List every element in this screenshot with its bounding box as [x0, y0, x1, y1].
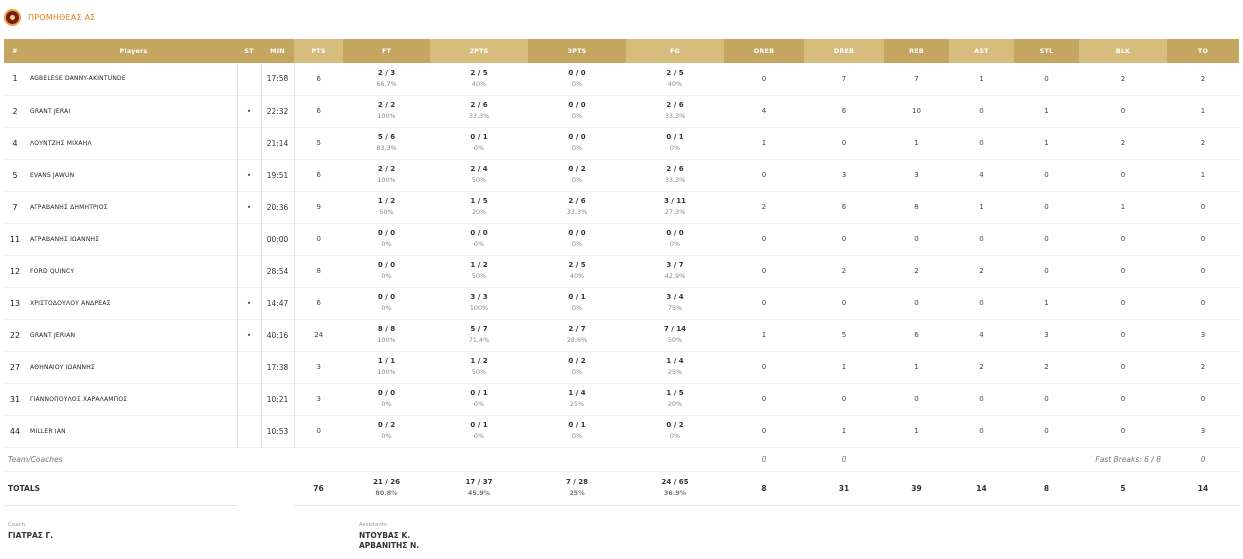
player-p2: 2 / 4 50% [430, 159, 528, 191]
player-oreb: 0 [724, 255, 804, 287]
player-pts: 6 [294, 287, 343, 319]
player-fg: 0 / 1 0% [626, 127, 724, 159]
player-pts: 0 [294, 223, 343, 255]
totals-to: 14 [1167, 471, 1239, 505]
totals-blk: 5 [1079, 471, 1167, 505]
player-minutes: 10:53 [261, 415, 294, 447]
player-reb: 1 [884, 351, 949, 383]
player-oreb: 1 [724, 127, 804, 159]
player-ft: 0 / 0 0% [343, 383, 430, 415]
player-to: 0 [1167, 191, 1239, 223]
totals-dreb: 31 [804, 471, 884, 505]
player-p3: 2 / 7 28,6% [528, 319, 626, 351]
player-stl: 0 [1014, 223, 1079, 255]
player-dreb: 2 [804, 255, 884, 287]
player-reb: 8 [884, 191, 949, 223]
player-minutes: 28:54 [261, 255, 294, 287]
player-name-link[interactable]: FORD QUINCY [26, 255, 237, 287]
player-to: 3 [1167, 415, 1239, 447]
player-fg: 7 / 14 50% [626, 319, 724, 351]
player-ast: 4 [949, 159, 1014, 191]
starter-marker: • [237, 159, 261, 191]
player-rows [4, 63, 1239, 447]
player-p2: 0 / 1 0% [430, 127, 528, 159]
player-blk: 1 [1079, 191, 1167, 223]
totals-pts: 76 [294, 471, 343, 505]
team-crest-icon [4, 9, 21, 26]
player-name-link[interactable]: MILLER IAN [26, 415, 237, 447]
col-header-stl: STL [1014, 39, 1079, 63]
starter-marker: • [237, 287, 261, 319]
player-p3: 1 / 4 25% [528, 383, 626, 415]
totals-fg: 24 / 65 36.9% [626, 471, 724, 505]
player-blk: 0 [1079, 319, 1167, 351]
player-p2: 2 / 6 33,3% [430, 95, 528, 127]
col-header-3pts: 3PTS [528, 39, 626, 63]
player-number: 1 [4, 63, 26, 95]
player-oreb: 0 [724, 63, 804, 95]
player-p3: 0 / 1 0% [528, 287, 626, 319]
player-reb: 2 [884, 255, 949, 287]
player-number: 12 [4, 255, 26, 287]
player-name-link[interactable]: ΧΡΙΣΤΟΔΟΥΛΟΥ ΑΝΔΡΕΑΣ [26, 287, 237, 319]
player-name-link[interactable]: ΓΙΑΝΝΟΠΟΥΛΟΣ ΧΑΡΑΛΑΜΠΟΣ [26, 383, 237, 415]
player-to: 0 [1167, 223, 1239, 255]
team-dreb: 0 [804, 447, 884, 471]
totals-stl: 8 [1014, 471, 1079, 505]
col-header-ft: FT [343, 39, 430, 63]
player-reb: 0 [884, 223, 949, 255]
player-name-link[interactable]: EVANS JAWUN [26, 159, 237, 191]
player-blk: 0 [1079, 287, 1167, 319]
player-number: 22 [4, 319, 26, 351]
player-number: 44 [4, 415, 26, 447]
player-pts: 5 [294, 127, 343, 159]
player-reb: 6 [884, 319, 949, 351]
player-blk: 2 [1079, 127, 1167, 159]
team-header [4, 8, 95, 26]
player-stl: 2 [1014, 351, 1079, 383]
player-oreb: 0 [724, 159, 804, 191]
player-p3: 0 / 0 0% [528, 127, 626, 159]
player-reb: 1 [884, 415, 949, 447]
player-fg: 3 / 4 75% [626, 287, 724, 319]
player-ast: 0 [949, 287, 1014, 319]
player-dreb: 5 [804, 319, 884, 351]
player-minutes: 19:51 [261, 159, 294, 191]
player-p3: 0 / 2 0% [528, 351, 626, 383]
player-minutes: 17:38 [261, 351, 294, 383]
player-dreb: 0 [804, 127, 884, 159]
col-header-players: Players [26, 39, 237, 63]
player-ast: 1 [949, 191, 1014, 223]
totals-oreb: 8 [724, 471, 804, 505]
player-stl: 0 [1014, 191, 1079, 223]
player-minutes: 17:58 [261, 63, 294, 95]
player-oreb: 0 [724, 287, 804, 319]
player-pts: 8 [294, 255, 343, 287]
coach-block [8, 521, 53, 541]
col-header-2pts: 2PTS [430, 39, 528, 63]
player-number: 13 [4, 287, 26, 319]
player-p3: 0 / 0 0% [528, 223, 626, 255]
player-to: 1 [1167, 159, 1239, 191]
starter-marker [237, 415, 261, 447]
col-header-fg: FG [626, 39, 724, 63]
starter-marker [237, 223, 261, 255]
col-header-dreb: DREB [804, 39, 884, 63]
player-dreb: 1 [804, 351, 884, 383]
player-name-link[interactable]: AGBELESE DANNY-AKINTUNDE [26, 63, 237, 95]
player-ft: 0 / 2 0% [343, 415, 430, 447]
player-number: 5 [4, 159, 26, 191]
player-p3: 0 / 0 0% [528, 63, 626, 95]
team-name[interactable]: ΠΡΟΜΗΘΕΑΣ ΑΣ [28, 12, 96, 22]
player-blk: 0 [1079, 159, 1167, 191]
player-number: 7 [4, 191, 26, 223]
player-pts: 0 [294, 415, 343, 447]
player-row[interactable] [4, 255, 1239, 287]
col-header-to: TO [1167, 39, 1239, 63]
player-dreb: 0 [804, 383, 884, 415]
player-ast: 0 [949, 95, 1014, 127]
player-ft: 2 / 2 100% [343, 159, 430, 191]
player-blk: 0 [1079, 255, 1167, 287]
player-to: 0 [1167, 287, 1239, 319]
player-p2: 2 / 5 40% [430, 63, 528, 95]
player-p3: 2 / 5 40% [528, 255, 626, 287]
player-ft: 0 / 0 0% [343, 223, 430, 255]
player-p2: 1 / 2 50% [430, 255, 528, 287]
player-ft: 0 / 0 0% [343, 255, 430, 287]
totals-3pts: 7 / 28 25% [528, 471, 626, 505]
fast-breaks: Fast Breaks: 6 / 8 [1014, 447, 1167, 471]
player-row[interactable] [4, 223, 1239, 255]
player-fg: 2 / 6 33,3% [626, 95, 724, 127]
totals-2pts: 17 / 37 45.9% [430, 471, 528, 505]
player-pts: 6 [294, 159, 343, 191]
totals-ast: 14 [949, 471, 1014, 505]
player-oreb: 0 [724, 383, 804, 415]
player-ft: 2 / 3 66,7% [343, 63, 430, 95]
team-coaches-label: Team/Coaches [4, 447, 294, 471]
player-number: 11 [4, 223, 26, 255]
player-fg: 1 / 5 20% [626, 383, 724, 415]
player-p2: 1 / 2 50% [430, 351, 528, 383]
player-number: 2 [4, 95, 26, 127]
player-dreb: 6 [804, 191, 884, 223]
player-oreb: 2 [724, 191, 804, 223]
player-ft: 1 / 1 100% [343, 351, 430, 383]
player-blk: 0 [1079, 383, 1167, 415]
player-row[interactable] [4, 191, 1239, 223]
coach-label: Coach [8, 522, 26, 528]
player-stl: 1 [1014, 127, 1079, 159]
totals-ft: 21 / 26 80.8% [343, 471, 430, 505]
col-header-ast: AST [949, 39, 1014, 63]
player-reb: 0 [884, 287, 949, 319]
totals-label: TOTALS [4, 471, 237, 505]
player-ast: 4 [949, 319, 1014, 351]
player-fg: 0 / 2 0% [626, 415, 724, 447]
player-to: 2 [1167, 63, 1239, 95]
player-blk: 0 [1079, 95, 1167, 127]
player-dreb: 0 [804, 287, 884, 319]
player-row[interactable] [4, 63, 1239, 95]
player-row[interactable] [4, 383, 1239, 415]
player-minutes: 20:36 [261, 191, 294, 223]
player-ast: 0 [949, 127, 1014, 159]
player-dreb: 1 [804, 415, 884, 447]
player-oreb: 4 [724, 95, 804, 127]
player-minutes: 10:21 [261, 383, 294, 415]
player-name-link[interactable]: ΛΟΥΝΤΖΗΣ ΜΙΧΑΗΛ [26, 127, 237, 159]
header-row [4, 39, 1239, 63]
col-header-st: ST [237, 39, 261, 63]
player-to: 0 [1167, 383, 1239, 415]
player-pts: 6 [294, 63, 343, 95]
player-row[interactable] [4, 415, 1239, 447]
player-ast: 0 [949, 383, 1014, 415]
assistant-name: ΝΤΟΥΒΑΣ Κ. [359, 531, 411, 540]
player-row[interactable] [4, 159, 1239, 191]
col-header-min: MIN [261, 39, 294, 63]
player-ft: 5 / 6 83,3% [343, 127, 430, 159]
player-reb: 7 [884, 63, 949, 95]
starter-marker [237, 255, 261, 287]
player-p2: 3 / 3 100% [430, 287, 528, 319]
player-p2: 0 / 1 0% [430, 415, 528, 447]
player-name-link[interactable]: ΑΘΗΝΑΙΟΥ ΙΩΑΝΝΗΣ [26, 351, 237, 383]
player-stl: 1 [1014, 287, 1079, 319]
starter-marker [237, 351, 261, 383]
player-reb: 1 [884, 127, 949, 159]
team-oreb: 0 [724, 447, 804, 471]
player-p3: 0 / 0 0% [528, 95, 626, 127]
player-fg: 1 / 4 25% [626, 351, 724, 383]
player-minutes: 40:16 [261, 319, 294, 351]
player-ft: 1 / 2 50% [343, 191, 430, 223]
player-ast: 1 [949, 63, 1014, 95]
player-stl: 0 [1014, 415, 1079, 447]
player-minutes: 00:00 [261, 223, 294, 255]
player-name-link[interactable]: GRANT JERIAN [26, 319, 237, 351]
player-blk: 0 [1079, 351, 1167, 383]
player-p3: 0 / 2 0% [528, 159, 626, 191]
totals-row [4, 471, 1239, 505]
player-oreb: 0 [724, 223, 804, 255]
player-number: 31 [4, 383, 26, 415]
player-name-link[interactable]: ΑΓΡΑΒΑΝΗΣ ΙΩΑΝΝΗΣ [26, 223, 237, 255]
player-pts: 3 [294, 383, 343, 415]
totals-reb: 39 [884, 471, 949, 505]
player-minutes: 21:14 [261, 127, 294, 159]
player-number: 27 [4, 351, 26, 383]
player-stl: 0 [1014, 255, 1079, 287]
starter-marker: • [237, 319, 261, 351]
col-header-number: # [4, 39, 26, 63]
starter-marker [237, 63, 261, 95]
box-score-table [4, 39, 1239, 506]
player-p2: 5 / 7 71,4% [430, 319, 528, 351]
player-minutes: 22:32 [261, 95, 294, 127]
player-oreb: 1 [724, 319, 804, 351]
player-dreb: 3 [804, 159, 884, 191]
starter-marker [237, 383, 261, 415]
player-to: 3 [1167, 319, 1239, 351]
player-blk: 0 [1079, 415, 1167, 447]
player-oreb: 0 [724, 415, 804, 447]
player-fg: 0 / 0 0% [626, 223, 724, 255]
player-row[interactable] [4, 319, 1239, 351]
player-to: 2 [1167, 127, 1239, 159]
player-pts: 3 [294, 351, 343, 383]
player-oreb: 0 [724, 351, 804, 383]
player-row[interactable] [4, 95, 1239, 127]
starter-marker [237, 127, 261, 159]
player-to: 0 [1167, 255, 1239, 287]
player-row[interactable] [4, 287, 1239, 319]
player-dreb: 0 [804, 223, 884, 255]
player-reb: 3 [884, 159, 949, 191]
team-to: 0 [1167, 447, 1239, 471]
player-stl: 3 [1014, 319, 1079, 351]
col-header-blk: BLK [1079, 39, 1167, 63]
player-ast: 2 [949, 255, 1014, 287]
player-stl: 0 [1014, 159, 1079, 191]
player-number: 4 [4, 127, 26, 159]
col-header-pts: PTS [294, 39, 343, 63]
player-p2: 0 / 0 0% [430, 223, 528, 255]
player-p2: 1 / 5 20% [430, 191, 528, 223]
player-dreb: 6 [804, 95, 884, 127]
coach-name: ΓΙΑΤΡΑΣ Γ. [8, 531, 54, 540]
player-p3: 2 / 6 33,3% [528, 191, 626, 223]
starter-marker: • [237, 191, 261, 223]
player-ast: 2 [949, 351, 1014, 383]
player-minutes: 14:47 [261, 287, 294, 319]
assistants-block [359, 521, 419, 551]
starter-marker: • [237, 95, 261, 127]
player-stl: 0 [1014, 63, 1079, 95]
player-blk: 2 [1079, 63, 1167, 95]
player-name-link[interactable]: GRANT JERAI [26, 95, 237, 127]
col-header-oreb: OREB [724, 39, 804, 63]
player-stl: 1 [1014, 95, 1079, 127]
player-pts: 24 [294, 319, 343, 351]
player-name-link[interactable]: ΑΓΡΑΒΑΝΗΣ ΔΗΜΗΤΡΙΟΣ [26, 191, 237, 223]
col-header-reb: REB [884, 39, 949, 63]
player-p2: 0 / 1 0% [430, 383, 528, 415]
team-coaches-row [4, 447, 1239, 471]
player-ast: 0 [949, 223, 1014, 255]
player-to: 2 [1167, 351, 1239, 383]
player-ast: 0 [949, 415, 1014, 447]
player-fg: 3 / 7 42,9% [626, 255, 724, 287]
player-row[interactable] [4, 127, 1239, 159]
player-to: 1 [1167, 95, 1239, 127]
player-blk: 0 [1079, 223, 1167, 255]
player-stl: 0 [1014, 383, 1079, 415]
assistants-label: Assistants [359, 522, 387, 528]
player-ft: 0 / 0 0% [343, 287, 430, 319]
assistant-name: ΑΡΒΑΝΙΤΗΣ Ν. [359, 541, 420, 550]
player-dreb: 7 [804, 63, 884, 95]
player-pts: 6 [294, 95, 343, 127]
player-p3: 0 / 1 0% [528, 415, 626, 447]
player-row[interactable] [4, 351, 1239, 383]
player-ft: 8 / 8 100% [343, 319, 430, 351]
player-reb: 0 [884, 383, 949, 415]
player-fg: 3 / 11 27,3% [626, 191, 724, 223]
player-fg: 2 / 5 40% [626, 63, 724, 95]
player-fg: 2 / 6 33,3% [626, 159, 724, 191]
player-ft: 2 / 2 100% [343, 95, 430, 127]
player-reb: 10 [884, 95, 949, 127]
player-pts: 9 [294, 191, 343, 223]
